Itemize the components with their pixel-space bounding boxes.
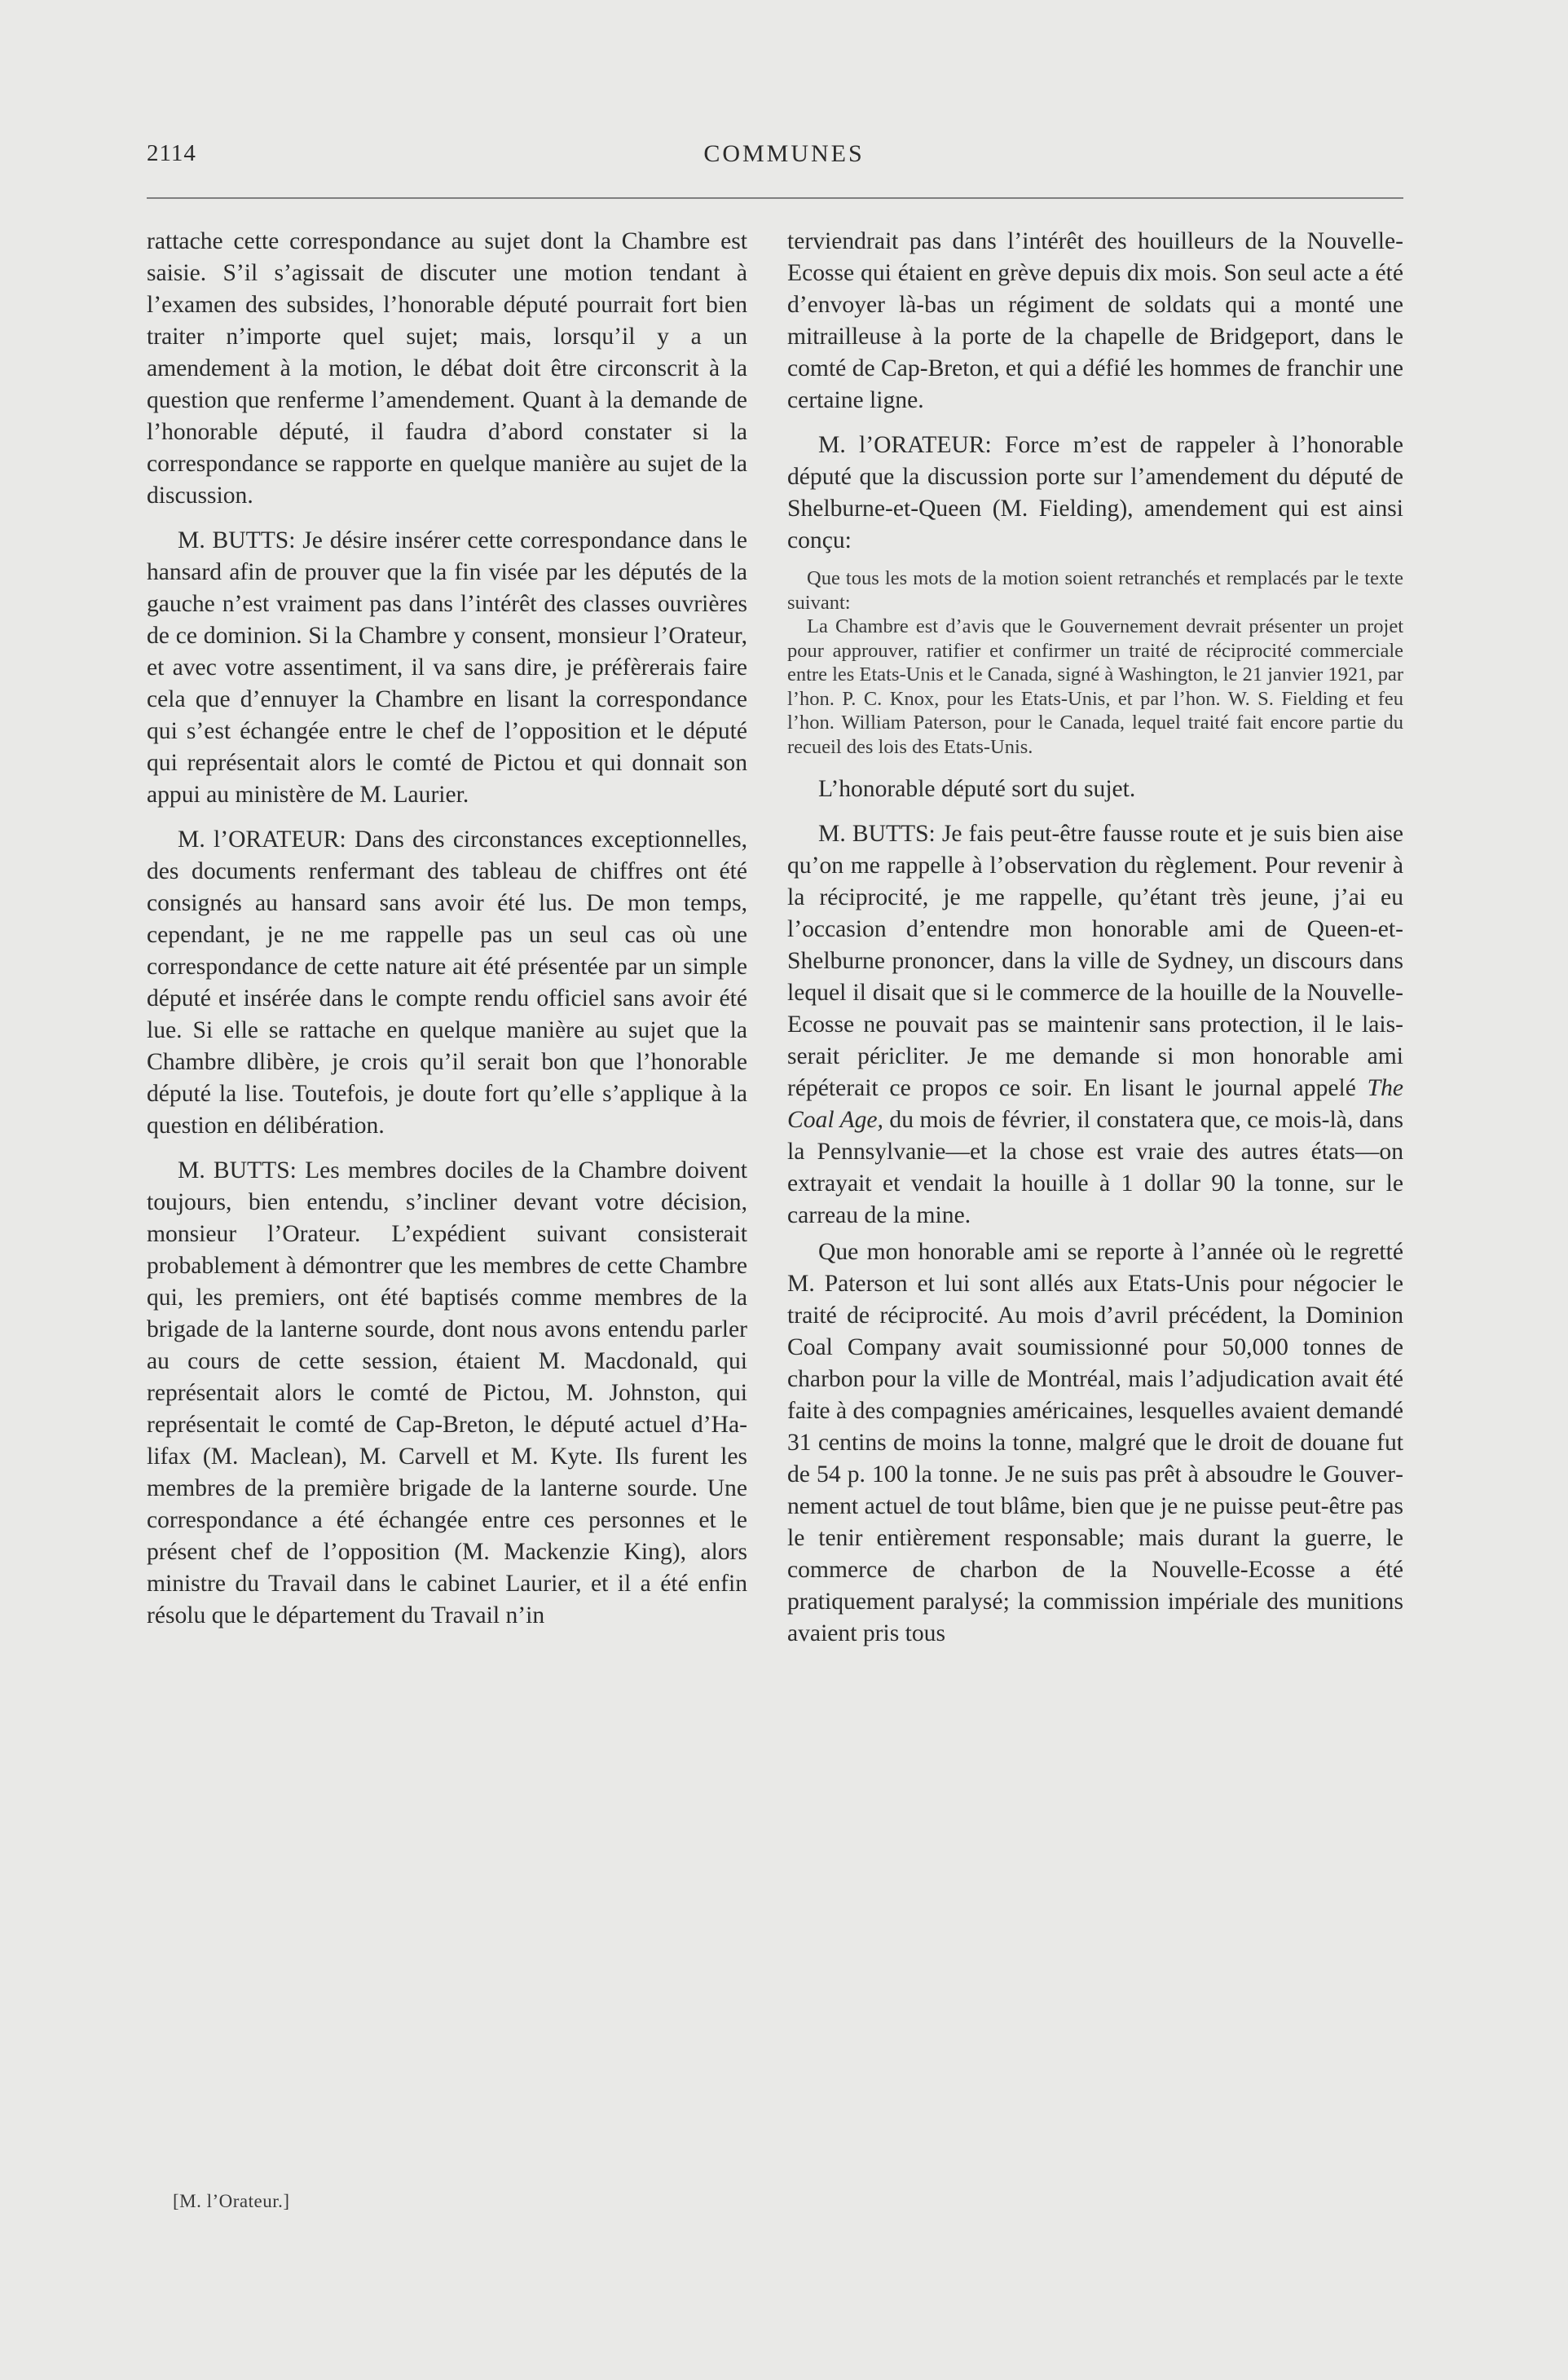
- quote-paragraph: La Chambre est d’avis que le Gouvernement devrait présenter un projet pour approuver, ratifier et confirmer un traité de réciprocité commerciale entre les Etats-Unis et le Canada, signé à Washington, le 21 janvier 1921, par l’hon. P. C. Knox, pour les Etats-Unis, et par l’hon. W. S. Fielding et feu l’hon. William Paterson, pour le Canada, lequel traité fait encore partie du recueil des lois des Etats-Unis.: [787, 615, 1403, 758]
- paragraph: terviendrait pas dans l’intérêt des houilleurs de la Nouvelle-Ecosse qui étaient en grève depuis dix mois. Son seul acte a été d’envoyer là-bas un régiment de soldats qui a monté une mitrailleuse à la porte de la chapelle de Bridgeport, dans le comté de Cap-Breton, et qui a défié les hommes de franchir une certaine ligne.: [787, 228, 1404, 413]
- paragraph: M. BUTTS: Les membres dociles de la Chambre doivent toujours, bien entendu, s’incliner devant votre décision, monsieur l’Orateur. L’expédient suivant consisterait probablement à démontrer que les membres de cette Chambre qui, les premiers, ont été baptisés comme membres de la brigade de la lanterne sourde, dont nous avons entendu parler au cours de cette session, étaient M. Macdonald, qui représentait alors le comté de Pictou, M. Johnston, qui représentait le comté de Cap-Breton, le député actuel d’Halifax (M. Maclean), M. Carvell et M. Kyte. Ils furent les membres de la première brigade de la lanterne sourde. Une correspondance a été échangée entre ces personnes et le présent chef de l’opposition (M. Mackenzie King), alors ministre du Travail dans le cabinet Laurier, et il a été enfin résolu que le département du Travail n’in: [147, 1157, 747, 1629]
- running-head: COMMUNES: [703, 140, 865, 167]
- paragraph: [787, 818, 1403, 1232]
- paragraph: M. l’ORATEUR: Force m’est de rappeler à l’honorable député que la discussion porte sur l’amendement du député de Shelburne-et-Queen (M. Fielding), amendement qui est ainsi conçu:: [787, 432, 1403, 553]
- block-quote: [787, 566, 1403, 759]
- paragraph: Que mon honorable ami se reporte à l’année où le regretté M. Paterson et lui sont allés aux Etats-Unis pour négocier le traité de réciprocité. Au mois d’avril précédent, la Dominion Coal Company avait soumissionné pour 50,000 tonnes de charbon pour la ville de Montréal, mais l’adjudication avait été faite à des compagnies américaines, lesquelles avaient demandé 31 centins de moins la tonne, malgré que le droit de douane fut de 54 p. 100 la tonne. Je ne suis pas prêt à absoudre le Gouvernement actuel de tout blâme, bien que je ne puisse peut-être pas le tenir entièrement responsable; mais durant la guerre, le commerce de charbon de la Nouvelle-Ecosse a été pratiquement paralysé; la commission impériale des munitions avaient pris tous: [787, 1239, 1403, 1646]
- paragraph: M. l’ORATEUR: Dans des circonstances exceptionnelles, des documents renfermant des tableau de chiffres ont été consignés au hansard sans avoir été lus. De mon temps, cependant, je ne me rappelle pas un seul cas où une correspondance de cette nature ait été présentée par un simple député et insérée dans le compte rendu officiel sans avoir été lue. Si elle se rattache en quelque manière au sujet que la Chambre dlibère, je crois qu’il serait bon que l’honorable député la lise. Toutefois, je doute fort qu’elle s’applique à la question en délibération.: [147, 826, 747, 1139]
- paragraph-text: du mois de février, il constatera que, ce mois-là, dans la Pennsylvanie—et la chose est vraie des autres états—on extrayait et vendait la houille à 1 dollar 90 la tonne, sur le carreau de la mine.: [787, 1107, 1404, 1228]
- paragraph-text: M. BUTTS: Je fais peut-être fausse route et je suis bien aise qu’on me rappelle à l’observation du règlement. Pour revenir à la réciprocité, je me rappelle, qu’étant très jeune, j’ai eu l’occasion d’entendre mon honorable ami de Queen-et-Shelburne prononcer, dans la ville de Sydney, un discours dans lequel il disait que si le commerce de la houille de la Nouvelle-Ecosse ne pouvait pas se maintenir sans protection, il le laisserait péricliter. Je me demande si mon honorable ami répéterait ce propos ce soir. En lisant le journal appelé: [787, 821, 1403, 1101]
- paragraph: L’honorable député sort du sujet.: [818, 776, 1136, 802]
- quote-paragraph: Que tous les mots de la motion soient retranchés et remplacés par le texte suivant:: [787, 567, 1403, 614]
- left-column: [147, 226, 747, 1632]
- journal-title: The Coal Age,: [787, 1075, 1403, 1133]
- header-rule: [147, 197, 1403, 199]
- page-number: 2114: [147, 140, 196, 166]
- paragraph: M. BUTTS: Je désire insérer cette correspondance dans le hansard afin de prouver que la fin visée par les députés de la gauche n’est vraiment pas dans l’intérêt des classes ouvrières de ce dominion. Si la Chambre y consent, monsieur l’Orateur, et avec votre assentiment, il va sans dire, je préfèrerais faire cela que d’ennuyer la Chambre en lisant la correspondance qui s’est échangée entre le chef de l’opposition et le député qui représentait alors le comté de Pictou et qui donnait son appui au ministère de M. Laurier.: [147, 527, 747, 808]
- paragraph: rattache cette correspondance au sujet dont la Chambre est saisie. S’il s’agissait de discuter une motion tendant à l’examen des subsides, l’honorable député pourrait fort bien traiter n’importe quel sujet; mais, lorsqu’il y a un amendement à la motion, le débat doit être circonscrit à la question que renferme l’amendement. Quant à la demande de l’honorable député, il faudra d’abord constater si la correspondance se rapporte en quelque manière au sujet de la discussion.: [147, 228, 747, 509]
- right-column: [787, 226, 1403, 1650]
- speaker-reference: [M. l’Orateur.]: [173, 2191, 290, 2211]
